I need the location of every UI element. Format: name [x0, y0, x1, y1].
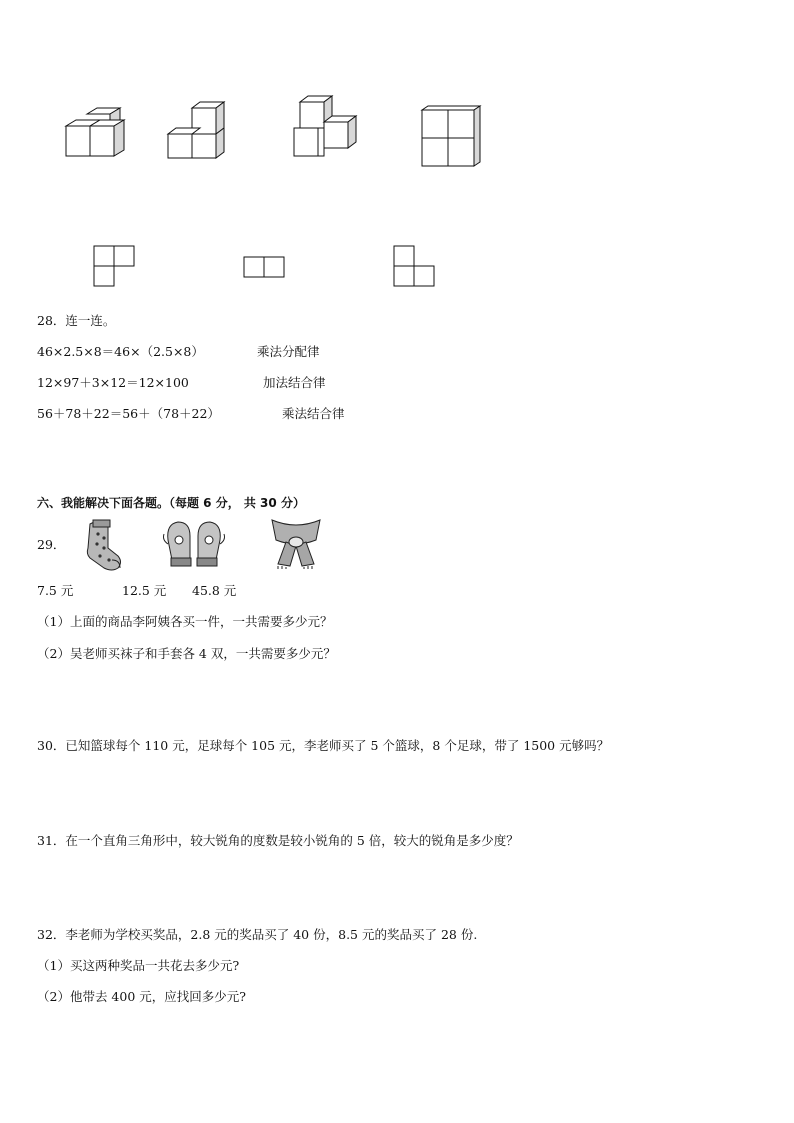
- q31-text: 31．在一个直角三角形中，较大锐角的度数是较小锐角的 5 倍，较大的锐角是多少度？: [37, 833, 519, 848]
- mittens-icon: [162, 518, 228, 572]
- cube-figure-1: [60, 108, 130, 160]
- mittens-price: 12.5 元: [122, 583, 167, 598]
- scarf-icon: [268, 516, 324, 570]
- q28-expr-2: 12×97＋3×12＝12×100: [37, 375, 189, 390]
- section-6-title: 六、我能解决下面各题。（每题 6 分， 共 30 分）: [37, 496, 305, 510]
- sock-price: 7.5 元: [37, 583, 74, 598]
- q28-law-1: 乘法分配律: [257, 344, 320, 359]
- q28-expr-1: 46×2.5×8＝46×（2.5×8）: [37, 344, 204, 359]
- q32-sub-2: （2）他带去 400 元，应找回多少元?: [37, 989, 246, 1004]
- sock-icon: [78, 518, 124, 572]
- q28-law-3: 乘法结合律: [282, 406, 345, 421]
- view-shape-3: [393, 245, 437, 289]
- cube-figure-4: [420, 106, 486, 168]
- q29-sub-2: （2）吴老师买袜子和手套各 4 双，一共需要多少元？: [37, 646, 336, 661]
- view-shape-1: [93, 245, 137, 289]
- q32-sub-1: （1）买这两种奖品一共花去多少元?: [37, 958, 240, 973]
- view-shape-2: [243, 256, 287, 280]
- q29-number: 29．: [37, 537, 66, 552]
- q28-title: 28．连一连。: [37, 313, 116, 328]
- q29-sub-1: （1）上面的商品李阿姨各买一件，一共需要多少元？: [37, 614, 333, 629]
- q28-expr-3: 56＋78＋22＝56＋（78＋22）: [37, 406, 220, 421]
- cube-figure-2: [162, 100, 232, 162]
- q28-law-2: 加法结合律: [263, 375, 326, 390]
- scarf-price: 45.8 元: [192, 583, 237, 598]
- q30-text: 30．已知篮球每个 110 元，足球每个 105 元，李老师买了 5 个篮球，8 个足球，带了 1500 元够吗？: [37, 738, 610, 753]
- cube-figure-3: [290, 94, 365, 164]
- q32-text: 32．李老师为学校买奖品，2.8 元的奖品买了 40 份，8.5 元的奖品买了 28 份.: [37, 927, 478, 942]
